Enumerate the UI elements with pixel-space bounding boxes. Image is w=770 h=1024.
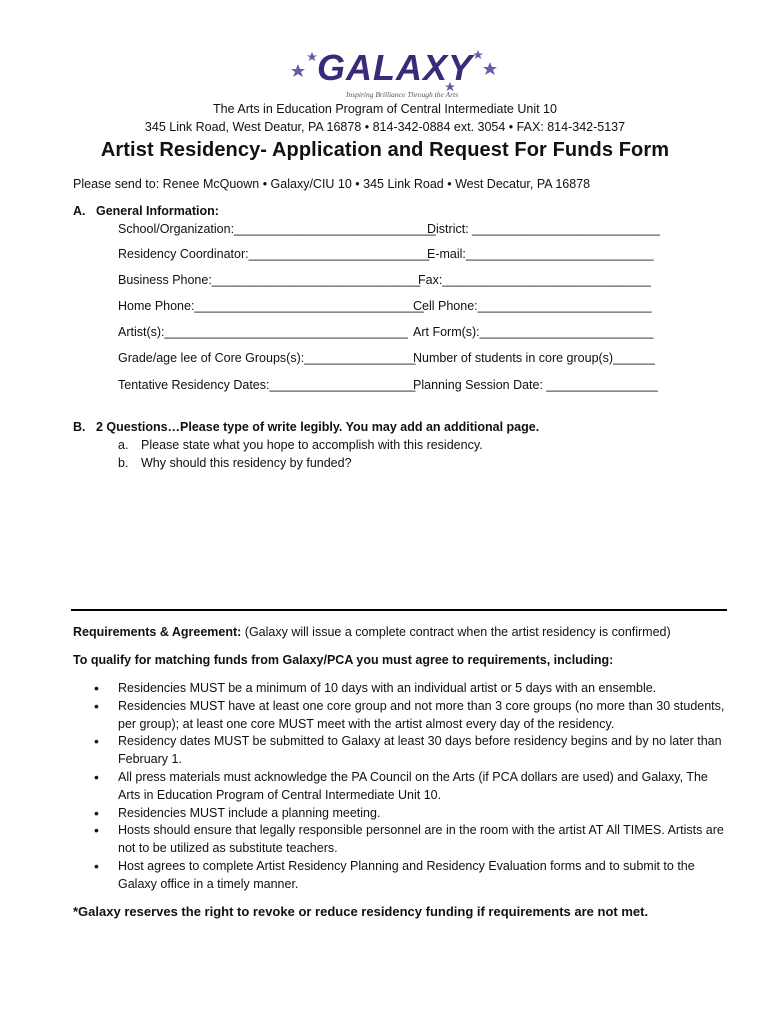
district-field-label[interactable]: District: ___________________________ xyxy=(427,222,660,236)
list-item: • Host agrees to complete Artist Residency Planning and Residency Evaluation forms and to submit to the Galaxy office in a timely manner. xyxy=(92,858,732,894)
tentative-dates-field-label[interactable]: Tentative Residency Dates:_____________________ xyxy=(118,378,416,392)
galaxy-logo xyxy=(290,42,500,100)
list-item: • Residencies MUST include a planning meeting. xyxy=(92,805,732,823)
email-field-label[interactable]: E-mail:___________________________ xyxy=(427,247,654,261)
grade-age-field-label[interactable]: Grade/age lee of Core Groups(s):________________ xyxy=(118,351,416,365)
section-a-marker: A. xyxy=(73,204,86,218)
artists-field-label[interactable]: Artist(s):___________________________________ xyxy=(118,325,408,339)
question-b-text: Why should this residency by funded? xyxy=(141,456,352,470)
planning-date-field-label[interactable]: Planning Session Date: ________________ xyxy=(413,378,658,392)
logo-wordmark: GALAXY xyxy=(316,47,474,88)
requirements-list xyxy=(92,680,732,894)
list-item: • Residencies MUST be a minimum of 10 days with an individual artist or 5 days with an ensemble. xyxy=(92,680,732,698)
requirements-note: (Galaxy will issue a complete contract when the artist residency is confirmed) xyxy=(241,625,671,639)
art-forms-field-label[interactable]: Art Form(s):_________________________ xyxy=(413,325,654,339)
logo-tagline: Inspiring Brilliance Through the Arts xyxy=(345,90,459,99)
section-divider xyxy=(71,609,727,611)
requirements-label: Requirements & Agreement: xyxy=(73,625,242,639)
home-phone-field-label[interactable]: Home Phone:_________________________________ xyxy=(118,299,424,313)
send-to-line: Please send to: Renee McQuown • Galaxy/CIU 10 • 345 Link Road • West Decatur, PA 16878 xyxy=(73,177,591,191)
school-field-label[interactable]: School/Organization:_____________________________ xyxy=(118,222,436,236)
qualify-line: To qualify for matching funds from Galaxy/PCA you must agree to requirements, including: xyxy=(73,653,614,667)
section-b-marker: B. xyxy=(73,420,86,434)
list-item: • All press materials must acknowledge the PA Council on the Arts (if PCA dollars are used) and Galaxy, The Arts in Education Program of Central Intermediate Unit 10. xyxy=(92,769,732,805)
business-phone-field-label[interactable]: Business Phone:______________________________ xyxy=(118,273,421,287)
section-a-heading: General Information: xyxy=(96,204,219,218)
question-b-marker: b. xyxy=(118,456,129,470)
num-students-field-label[interactable]: Number of students in core group(s)______ xyxy=(413,351,655,365)
question-a-text: Please state what you hope to accomplish with this residency. xyxy=(141,438,483,452)
reserve-notice: *Galaxy reserves the right to revoke or reduce residency funding if requirements are not met. xyxy=(73,904,649,919)
coordinator-field-label[interactable]: Residency Coordinator:__________________________ xyxy=(118,247,430,261)
list-item: • Residencies MUST have at least one core group and not more than 3 core groups (no more than 30 students, per group); at least one core MUST meet with the artist almost every day of the residency. xyxy=(92,698,732,734)
list-item: • Hosts should ensure that legally responsible personnel are in the room with the artist AT All TIMES. Artists are not to be utilized as substitute teachers. xyxy=(92,822,732,858)
address-line: 345 Link Road, West Deatur, PA 16878 • 814-342-0884 ext. 3054 • FAX: 814-342-5137 xyxy=(144,120,626,134)
org-line: The Arts in Education Program of Central Intermediate Unit 10 xyxy=(213,102,557,116)
list-item: • Residency dates MUST be submitted to Galaxy at least 30 days before residency begins and by no later than February 1. xyxy=(92,733,732,769)
page-title: Artist Residency- Application and Request For Funds Form xyxy=(100,139,670,161)
section-b-heading: 2 Questions…Please type of write legibly. You may add an additional page. xyxy=(96,420,540,434)
requirements-line xyxy=(73,625,671,639)
question-a-marker: a. xyxy=(118,438,129,452)
cell-phone-field-label[interactable]: Cell Phone:_________________________ xyxy=(413,299,652,313)
fax-field-label[interactable]: Fax:______________________________ xyxy=(418,273,651,287)
